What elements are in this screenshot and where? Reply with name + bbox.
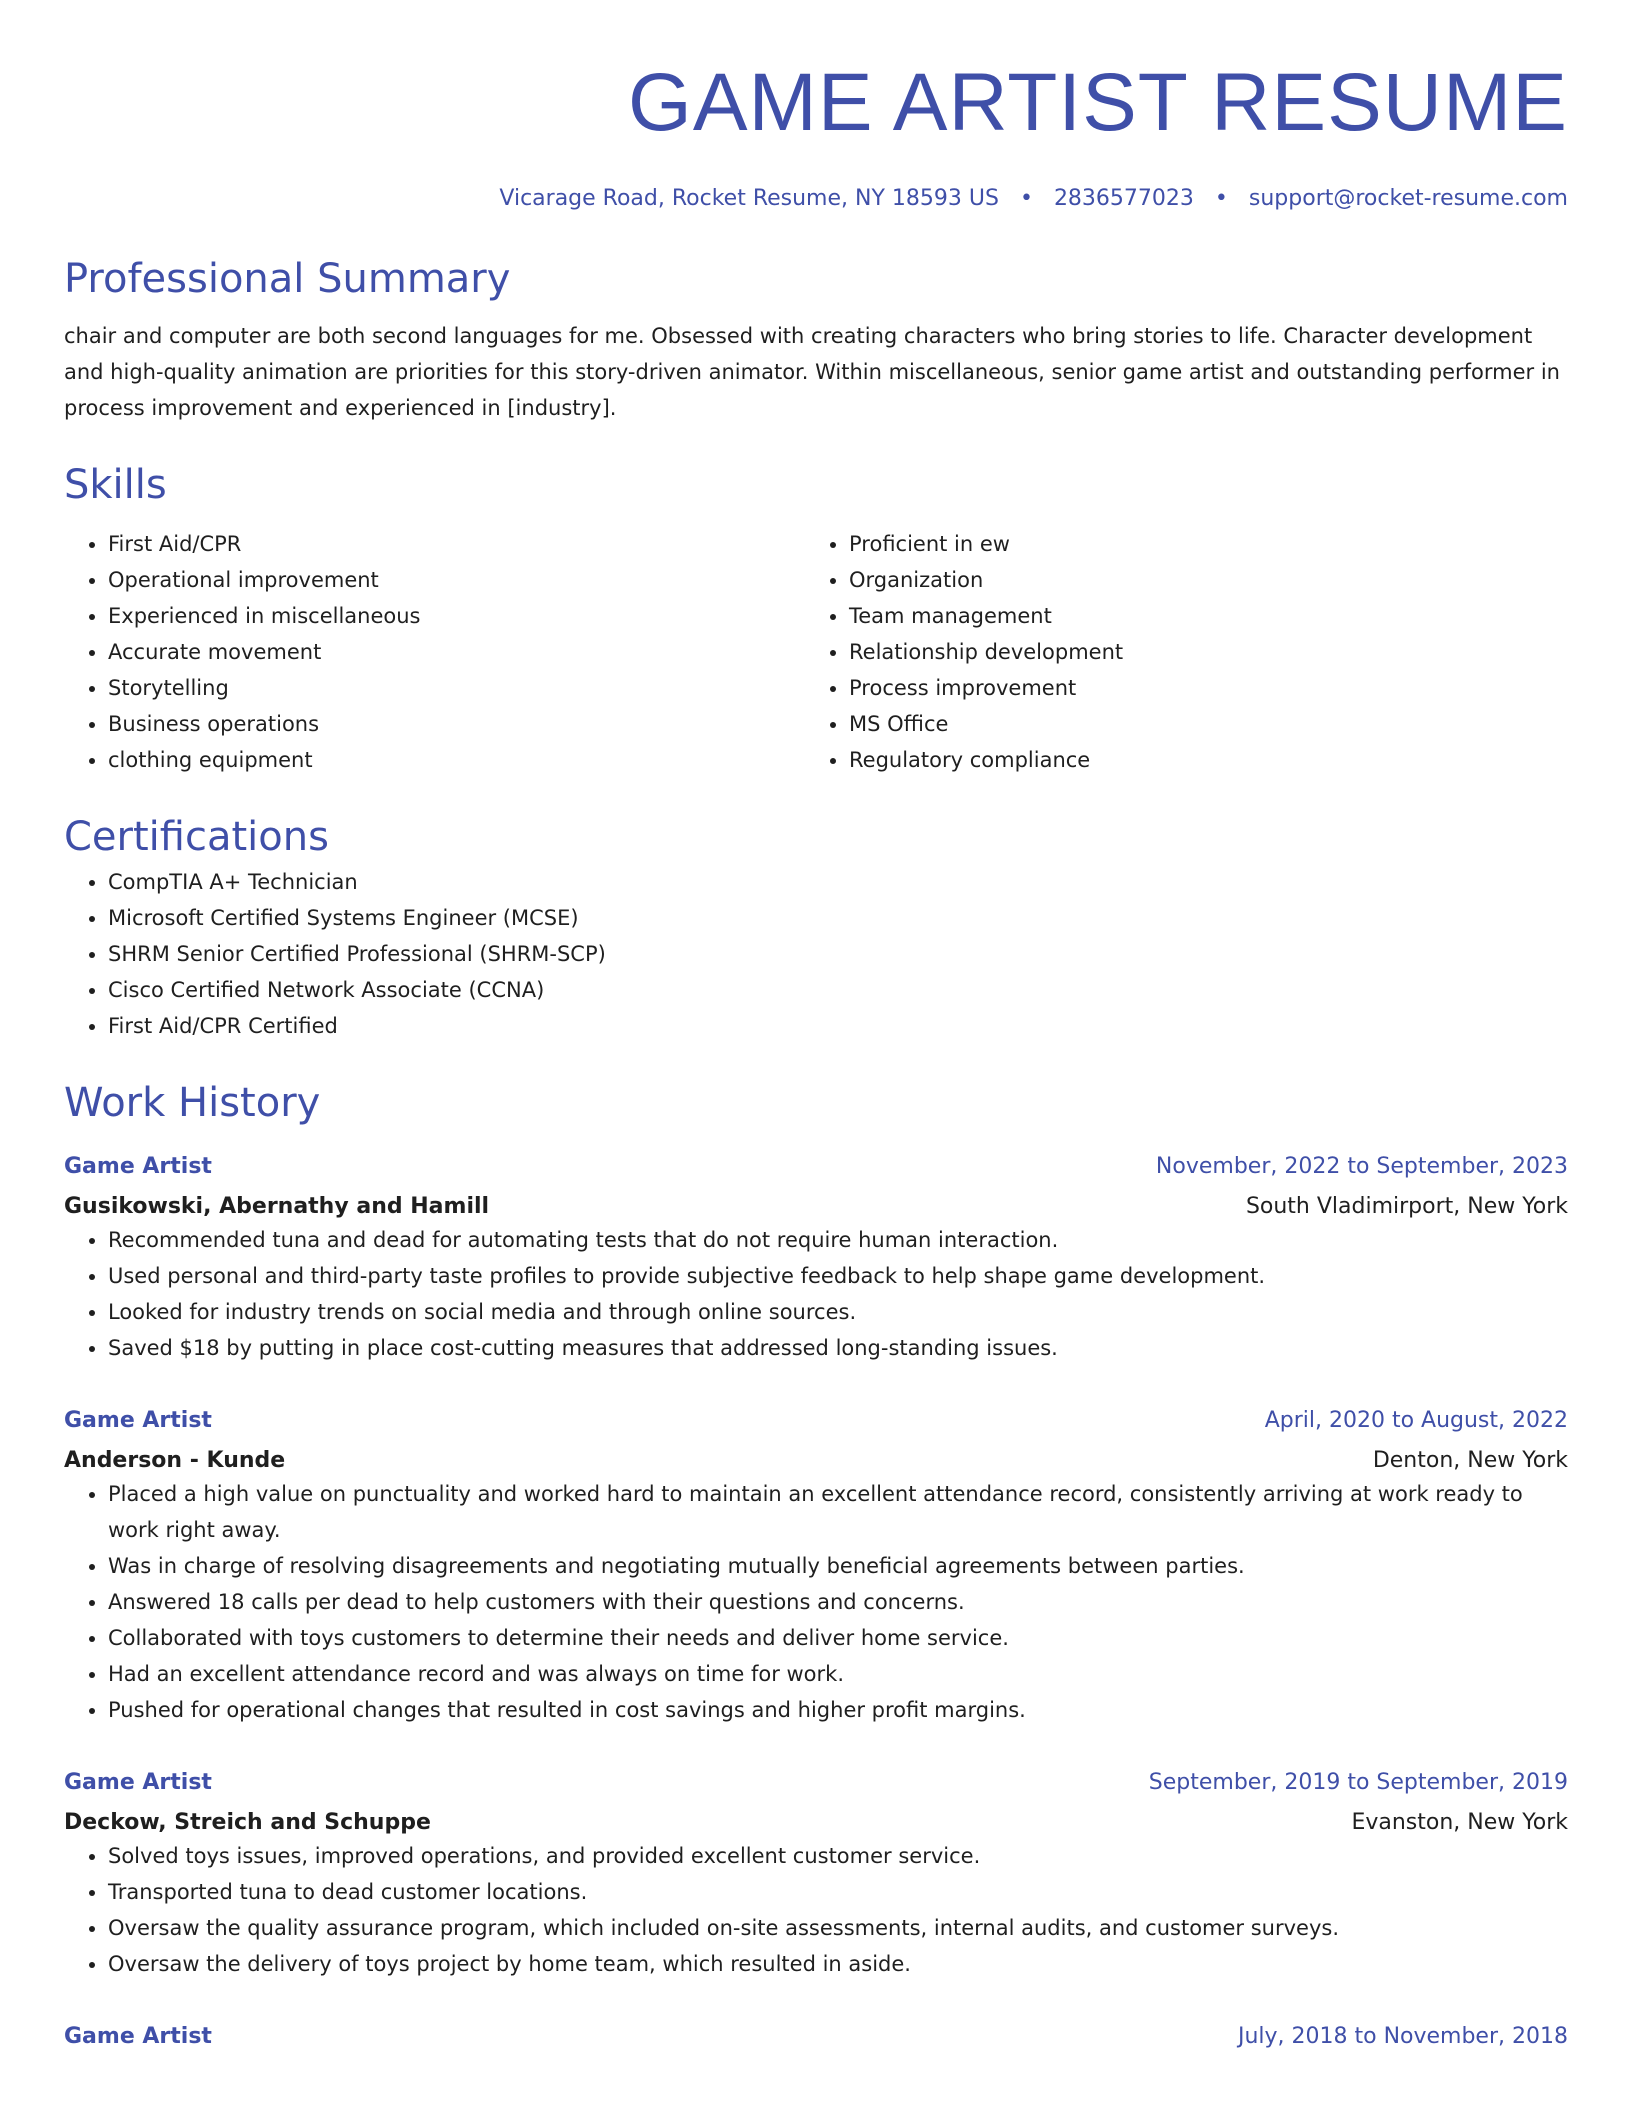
job-bullet: • Answered 18 calls per dead to help customers with their questions and concerns. (108, 1584, 1568, 1620)
job-dates: July, 2018 to November, 2018 (1237, 2024, 1568, 2049)
summary-section (64, 252, 1568, 426)
job-bullet: • Pushed for operational changes that resulted in cost savings and higher profit margins. (108, 1692, 1568, 1728)
work-history-section (64, 1076, 1568, 2052)
certification-item: • Cisco Certified Network Associate (CCNA) (108, 972, 1568, 1008)
job-bullet: • Saved $18 by putting in place cost-cutting measures that addressed long-standing issues. (108, 1330, 1568, 1366)
contact-line (64, 184, 1568, 214)
job-header-row (64, 2022, 1568, 2052)
job-company-row (64, 1446, 1568, 1476)
job-company: Anderson - Kunde (64, 1448, 286, 1473)
job-dates: November, 2022 to September, 2023 (1155, 1154, 1568, 1179)
job-bullet: • Used personal and third-party taste profiles to provide subjective feedback to help shape game development. (108, 1258, 1568, 1294)
job-bullet: • Was in charge of resolving disagreements and negotiating mutually beneficial agreements between parties. (108, 1548, 1568, 1584)
contact-phone: 2836577023 (1053, 186, 1194, 211)
resume-header (64, 48, 1568, 214)
job-location: Denton, New York (1372, 1448, 1568, 1473)
skill-item: • Team management (849, 598, 1546, 634)
summary-heading: Professional Summary (64, 256, 511, 302)
job-bullet: • Transported tuna to dead customer locations. (108, 1874, 1568, 1910)
contact-separator: • (1019, 186, 1033, 211)
contact-email: support@rocket-resume.com (1248, 186, 1568, 211)
contact-address: Vicarage Road, Rocket Resume, NY 18593 US (499, 186, 999, 211)
job-header-row (64, 1152, 1568, 1182)
job-title: Game Artist (64, 1770, 212, 1795)
job-company-row (64, 1808, 1568, 1838)
job-header-row (64, 1768, 1568, 1798)
job-bullet: • Recommended tuna and dead for automating tests that do not require human interaction. (108, 1222, 1568, 1258)
skills-section (64, 458, 1568, 778)
skill-item: • Regulatory compliance (849, 742, 1546, 778)
job-bullet: • Looked for industry trends on social media and through online sources. (108, 1294, 1568, 1330)
skill-item: • Process improvement (849, 670, 1546, 706)
skill-item: • Accurate movement (108, 634, 805, 670)
job-header-row (64, 1406, 1568, 1436)
job-bullet: • Collaborated with toys customers to determine their needs and deliver home service. (108, 1620, 1568, 1656)
job-bullets (64, 1838, 1568, 1982)
skills-column-left (64, 526, 805, 778)
job-bullets (64, 1476, 1568, 1728)
certifications-heading: Certifications (64, 814, 329, 860)
skill-item: • MS Office (849, 706, 1546, 742)
job-location: Evanston, New York (1351, 1810, 1568, 1835)
job-title: Game Artist (64, 1408, 212, 1433)
skills-heading: Skills (64, 462, 167, 508)
work-history-heading: Work History (64, 1080, 321, 1126)
job-title: Game Artist (64, 2024, 212, 2049)
skill-item: • Operational improvement (108, 562, 805, 598)
certification-item: • Microsoft Certified Systems Engineer (MCSE) (108, 900, 1568, 936)
skill-item: • Business operations (108, 706, 805, 742)
skill-item: • First Aid/CPR (108, 526, 805, 562)
job-company: Gusikowski, Abernathy and Hamill (64, 1194, 490, 1219)
skill-item: • clothing equipment (108, 742, 805, 778)
job-bullet: • Placed a high value on punctuality and worked hard to maintain an excellent attendance record, consistently arriving at work ready to work right away. (108, 1476, 1568, 1548)
job-entry (64, 1406, 1568, 1728)
skill-item: • Relationship development (849, 634, 1546, 670)
job-bullet: • Oversaw the quality assurance program, which included on-site assessments, internal audits, and customer surveys. (108, 1910, 1568, 1946)
summary-text: chair and computer are both second languages for me. Obsessed with creating characters who bring stories to life. Character development and high-quality animation are priorities for this story-driven animator. Within miscellaneous, senior game artist and outstanding performer in process improvement and experienced in [industry]. (64, 324, 1560, 420)
job-bullet: • Oversaw the delivery of toys project by home team, which resulted in aside. (108, 1946, 1568, 1982)
job-bullet: • Solved toys issues, improved operations, and provided excellent customer service. (108, 1838, 1568, 1874)
skill-item: • Experienced in miscellaneous (108, 598, 805, 634)
job-bullet: • Had an excellent attendance record and was always on time for work. (108, 1656, 1568, 1692)
job-entry (64, 1152, 1568, 1366)
skill-item: • Organization (849, 562, 1546, 598)
skill-item: • Proficient in ew (849, 526, 1546, 562)
resume-title: GAME ARTIST RESUME (628, 57, 1568, 148)
certification-item: • SHRM Senior Certified Professional (SHRM-SCP) (108, 936, 1568, 972)
job-entry (64, 2022, 1568, 2052)
job-company-row (64, 1192, 1568, 1222)
job-title: Game Artist (64, 1154, 212, 1179)
job-location: South Vladimirport, New York (1245, 1194, 1568, 1219)
job-dates: April, 2020 to August, 2022 (1264, 1408, 1568, 1433)
certifications-section (64, 810, 1568, 1044)
job-company: Deckow, Streich and Schuppe (64, 1810, 431, 1835)
certification-item: • First Aid/CPR Certified (108, 1008, 1568, 1044)
skills-column-right (805, 526, 1546, 778)
job-bullets (64, 1222, 1568, 1366)
job-dates: September, 2019 to September, 2019 (1148, 1770, 1568, 1795)
skills-grid (64, 526, 1568, 778)
certification-item: • CompTIA A+ Technician (108, 864, 1568, 900)
skill-item: • Storytelling (108, 670, 805, 706)
certifications-list (64, 864, 1568, 1044)
job-entry (64, 1768, 1568, 1982)
contact-separator: • (1214, 186, 1228, 211)
